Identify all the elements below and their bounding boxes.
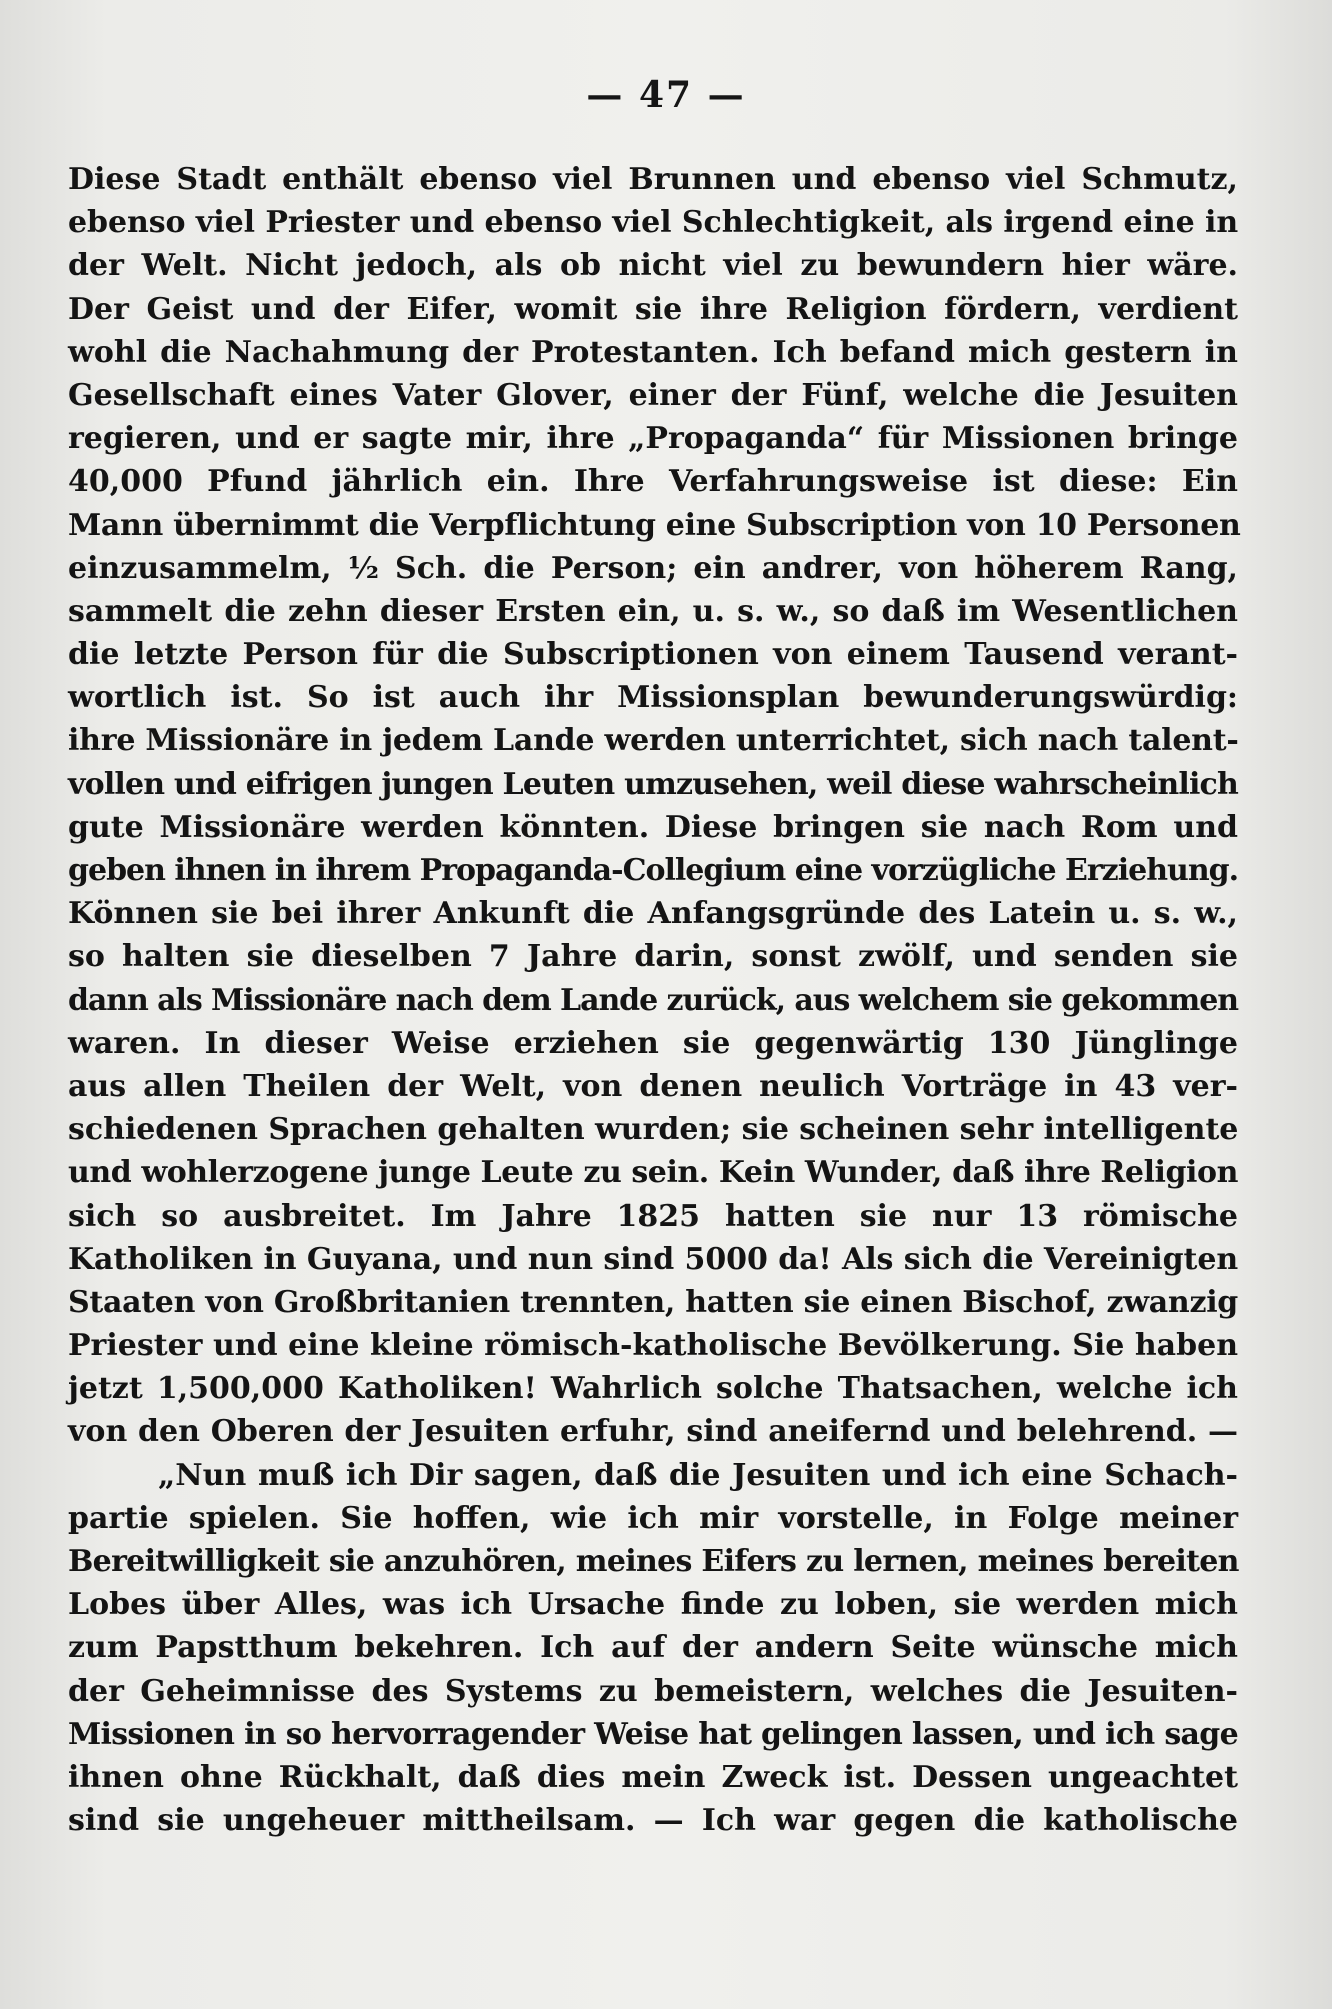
text-line: „Nun muß ich Dir sagen, daß die Jesuiten und ich eine Schach- xyxy=(158,1457,1238,1493)
text-line: wortlich ist. So ist auch ihr Missionsplan bewunderungswürdig: xyxy=(68,680,1238,716)
text-line: Mann übernimmt die Verpflichtung eine Subscription von 10 Personen xyxy=(68,507,1241,543)
text-line: Können sie bei ihrer Ankunft die Anfangsgründe des Latein u. s. w., xyxy=(68,896,1238,932)
text-line: ebenso viel Priester und ebenso viel Schlechtigkeit, als irgend eine in xyxy=(68,205,1239,241)
text-line: wohl die Nachahmung der Protestanten. Ich befand mich gestern in xyxy=(68,334,1238,370)
text-line: der Geheimnisse des Systems zu bemeistern, welches die Jesuiten- xyxy=(68,1673,1238,1709)
text-line: Lobes über Alles, was ich Ursache finde zu loben, sie werden mich xyxy=(68,1587,1238,1623)
text-line: 40,000 Pfund jährlich ein. Ihre Verfahrungsweise ist diese: Ein xyxy=(68,464,1238,500)
text-line: vollen und eifrigen jungen Leuten umzusehen, weil diese wahrscheinlich xyxy=(68,766,1238,802)
text-line: einzusammelm, ½ Sch. die Person; ein andrer, von höherem Rang, xyxy=(68,550,1238,586)
text-line: und wohlerzogene junge Leute zu sein. Kein Wunder, daß ihre Religion xyxy=(68,1155,1238,1191)
text-line: der Welt. Nicht jedoch, als ob nicht viel zu bewundern hier wäre. xyxy=(68,248,1238,284)
text-line: gute Missionäre werden könnten. Diese bringen sie nach Rom und xyxy=(68,809,1238,845)
text-line: sammelt die zehn dieser Ersten ein, u. s. w., so daß im Wesentlichen xyxy=(68,593,1238,629)
text-line: jetzt 1,500,000 Katholiken! Wahrlich solche Thatsachen, welche ich xyxy=(68,1371,1238,1407)
text-line: partie spielen. Sie hoffen, wie ich mir vorstelle, in Folge meiner xyxy=(68,1500,1238,1536)
text-line: schiedenen Sprachen gehalten wurden; sie scheinen sehr intelligente xyxy=(68,1112,1239,1148)
text-line: geben ihnen in ihrem Propaganda-Collegium eine vorzügliche Erziehung. xyxy=(68,853,1239,888)
text-line: Gesellschaft eines Vater Glover, einer der Fünf, welche die Jesuiten xyxy=(68,377,1238,413)
text-line: die letzte Person für die Subscriptionen von einem Tausend verant- xyxy=(68,637,1238,673)
text-line: sich so ausbreitet. Im Jahre 1825 hatten sie nur 13 römische xyxy=(68,1198,1238,1234)
text-line: ihnen ohne Rückhalt, daß dies mein Zweck ist. Dessen ungeachtet xyxy=(68,1759,1238,1795)
page-number: — 47 — xyxy=(586,74,746,116)
text-line: Priester und eine kleine römisch-katholische Bevölkerung. Sie haben xyxy=(68,1328,1238,1364)
text-line: sind sie ungeheuer mittheilsam. — Ich war gegen die katholische xyxy=(68,1803,1238,1839)
text-line: aus allen Theilen der Welt, von denen neulich Vorträge in 43 ver- xyxy=(68,1068,1238,1104)
text-line: waren. In dieser Weise erziehen sie gegenwärtig 130 Jünglinge xyxy=(68,1025,1238,1061)
body-text xyxy=(68,158,1241,1842)
text-line: Missionen in so hervorragender Weise hat gelingen lassen, und ich sage xyxy=(68,1716,1238,1752)
text-line: Bereitwilligkeit sie anzuhören, meines Eifers zu lernen, meines bereiten xyxy=(68,1544,1239,1579)
text-line: regieren, und er sagte mir, ihre „Propaganda“ für Missionen bringe xyxy=(68,421,1238,457)
text-line: zum Papstthum bekehren. Ich auf der andern Seite wünsche mich xyxy=(68,1630,1238,1666)
text-line: Staaten von Großbritanien trennten, hatten sie einen Bischof, zwanzig xyxy=(68,1284,1238,1320)
text-line: Diese Stadt enthält ebenso viel Brunnen und ebenso viel Schmutz, xyxy=(68,162,1238,197)
text-line: ihre Missionäre in jedem Lande werden unterrichtet, sich nach talent- xyxy=(68,723,1239,759)
text-line: Katholiken in Guyana, und nun sind 5000 da! Als sich die Vereinigten xyxy=(68,1241,1239,1277)
text-line: von den Oberen der Jesuiten erfuhr, sind aneifernd und belehrend. — xyxy=(68,1414,1238,1450)
text-line: so halten sie dieselben 7 Jahre darin, sonst zwölf, und senden sie xyxy=(68,939,1238,975)
text-line: Der Geist und der Eifer, womit sie ihre Religion fördern, verdient xyxy=(68,291,1238,327)
text-line: dann als Missionäre nach dem Lande zurück, aus welchem sie gekommen xyxy=(68,982,1238,1018)
